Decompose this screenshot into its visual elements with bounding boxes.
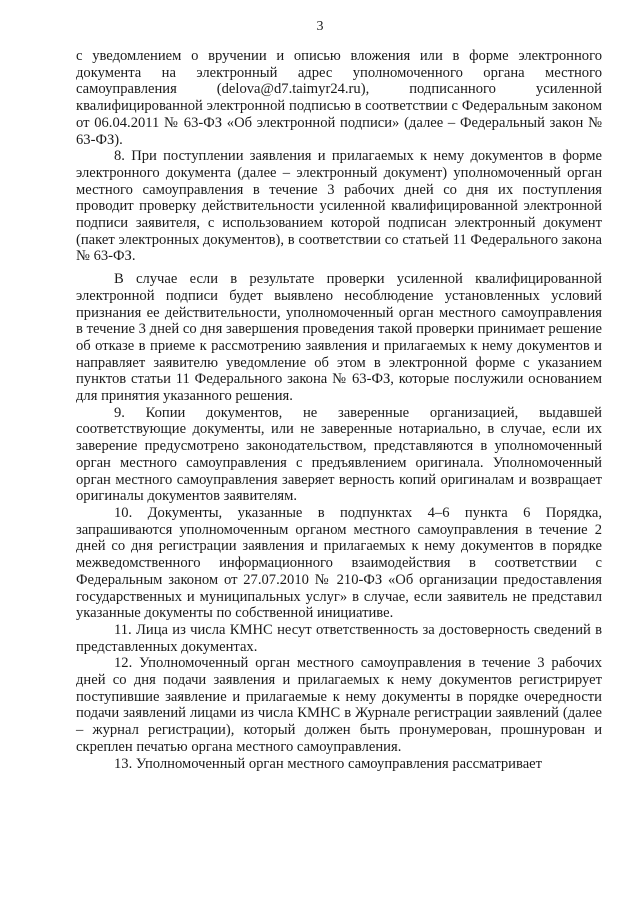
page-number: 3 [316, 19, 324, 34]
paragraph-13: 13. Уполномоченный орган местного самоуправления рассматривает [114, 755, 543, 772]
paragraph-signature-check: В случае если в результате проверки усиленной квалифицированной электронной подписи будет выявлено несоблюдение установленных условий признания ее действительности, уполномоченный орган местного самоуправления в течение 3 дней со дня завершения проведения такой проверки принимает решение об отказе в приеме к рассмотрению заявления и прилагаемых к нему документов и направляет заявителю уведомление об этом в электронной форме с указанием пунктов статьи 11 Федерального закона № 63-ФЗ, которые послужили основанием для принятия указанного решения. [76, 271, 602, 405]
paragraph-8: 8. При поступлении заявления и прилагаемых к нему документов в форме электронного документа (далее – электронный документ) уполномоченный орган местного самоуправления в течение 3 рабочих дней со дня их поступления проводит проверку действительности усиленной квалифицированной электронной подписи заявителя, с использованием которой подписан электронный документ (пакет электронных документов), в соответствии со статьей 11 Федерального закона № 63-ФЗ. [76, 148, 602, 265]
paragraph-9: 9. Копии документов, не заверенные организацией, выдавшей соответствующие документы, или не заверенные нотариально, в случае, если их заверение предусмотрено законодательством, представляются в уполномоченный орган местного самоуправления с предъявлением оригинала. Уполномоченный орган местного самоуправления заверяет верность копий оригиналам и возвращает оригиналы документов заявителям. [76, 404, 602, 505]
document-body [76, 48, 602, 772]
paragraph-10: 10. Документы, указанные в подпунктах 4–6 пункта 6 Порядка, запрашиваются уполномоченным органом местного самоуправления в течение 2 дней со дня регистрации заявления и прилагаемых к нему документов в порядке межведомственного информационного взаимодействия в соответствии с Федеральным законом от 27.07.2010 № 210-ФЗ «Об организации предоставления государственных и муниципальных услуг» в случае, если заявитель не представил указанные документы по собственной инициативе. [76, 504, 602, 622]
paragraph-12: 12. Уполномоченный орган местного самоуправления в течение 3 рабочих дней со дня подачи заявления и прилагаемых к нему документов регистрирует поступившие заявление и прилагаемые к нему документы в порядке очередности подачи заявлений лицами из числа КМНС в Журнале регистрации заявлений (далее – журнал регистрации), который должен быть пронумерован, прошнурован и скреплен печатью органа местного самоуправления. [76, 655, 602, 755]
paragraph-11: 11. Лица из числа КМНС несут ответственность за достоверность сведений в представленных документах. [76, 621, 602, 655]
paragraph-continuation: с уведомлением о вручении и описью вложения или в форме электронного документа на электронный адрес уполномоченного органа местного самоуправления (delova@d7.taimyr24.ru), подписанного усиленной квалифицированной электронной подписью в соответствии с Федеральным законом от 06.04.2011 № 63-ФЗ «Об электронной подписи» (далее – Федеральный закон № 63-ФЗ). [76, 48, 602, 148]
